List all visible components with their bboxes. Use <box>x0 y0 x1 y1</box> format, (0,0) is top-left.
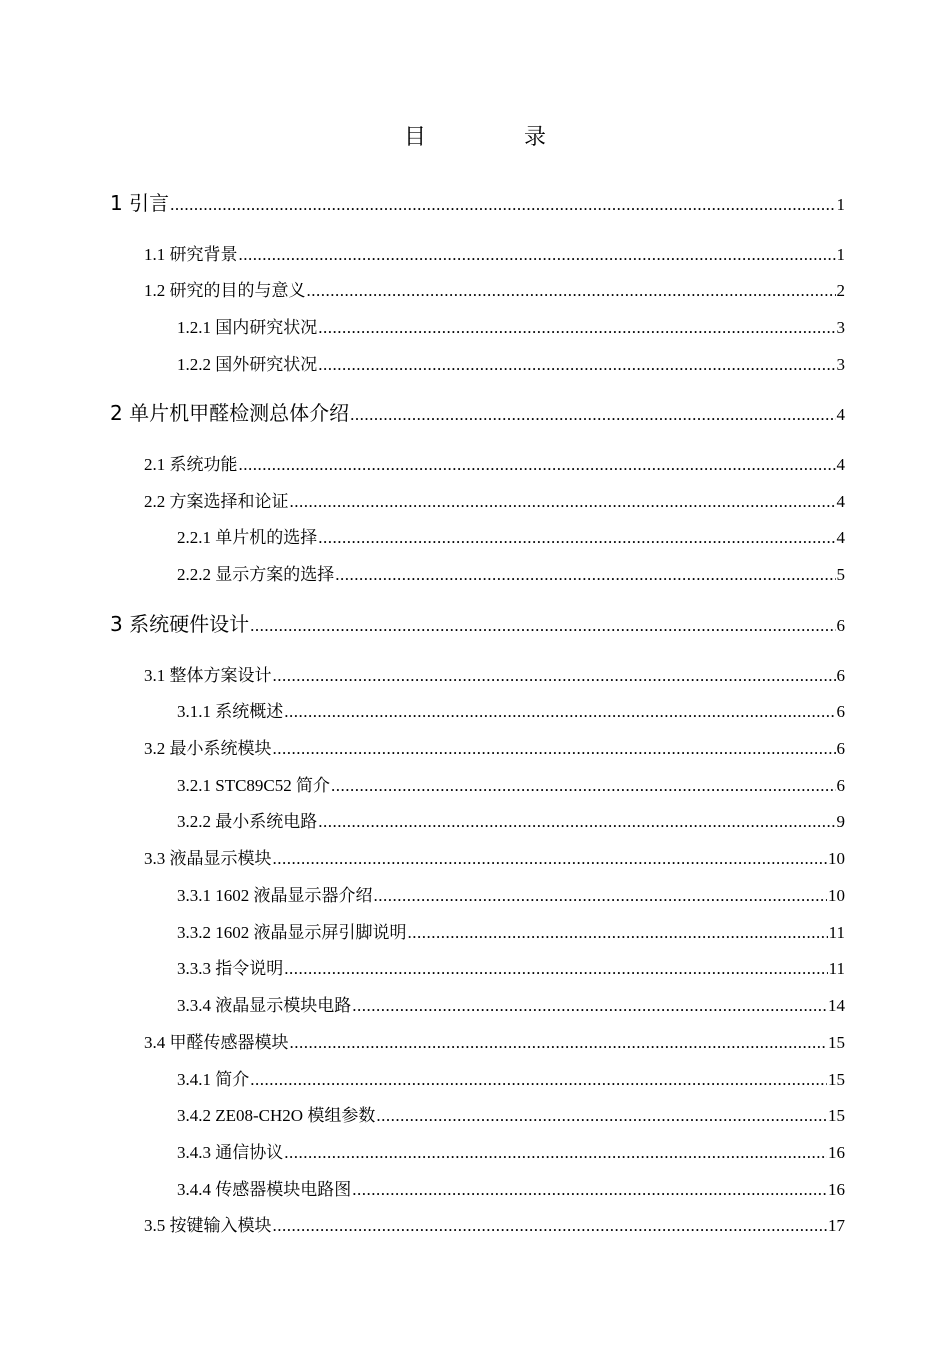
toc-entry-label: 2 单片机甲醛检测总体介绍 <box>110 401 350 425</box>
toc-entry-subsection[interactable] <box>177 313 845 338</box>
toc-entry-subsection[interactable] <box>177 1101 845 1126</box>
toc-entry-section[interactable] <box>144 661 845 686</box>
toc-entry-label: 3 系统硬件设计 <box>110 612 250 636</box>
toc-entry-label: 3.4.4 传感器模块电路图 <box>177 1180 352 1199</box>
toc-entry-label: 3.4.1 简介 <box>177 1070 250 1089</box>
toc-entry-section[interactable] <box>144 1028 845 1053</box>
leader-dots <box>250 616 835 636</box>
toc-entry-subsection[interactable] <box>177 771 845 796</box>
toc-entry-label: 3.2.1 STC89C52 简介 <box>177 776 331 795</box>
toc-entry-page: 15 <box>828 1106 845 1125</box>
toc-entry-page: 11 <box>828 923 845 942</box>
toc-entry-page: 1 <box>836 195 845 214</box>
toc-entry-label: 3.2.2 最小系统电路 <box>177 812 318 831</box>
toc-entry-page: 10 <box>828 886 845 905</box>
toc-entry-subsection[interactable] <box>177 1138 845 1163</box>
toc-entry-page: 16 <box>828 1180 845 1199</box>
toc-entry-page: 6 <box>836 666 845 685</box>
toc-entry-label: 2.2.1 单片机的选择 <box>177 528 318 547</box>
leader-dots <box>284 702 835 722</box>
toc-entry-label: 3.4 甲醛传感器模块 <box>144 1033 289 1052</box>
toc-entry-page: 3 <box>836 318 845 337</box>
toc-entry-subsection[interactable] <box>177 881 845 906</box>
toc-entry-page: 4 <box>836 528 845 547</box>
leader-dots <box>284 959 827 979</box>
toc-entry-page: 5 <box>836 565 845 584</box>
leader-dots <box>318 528 835 548</box>
toc-entry-chapter[interactable] <box>110 608 845 637</box>
toc-entry-subsection[interactable] <box>177 807 845 832</box>
toc-entry-label: 1.1 研究背景 <box>144 245 238 264</box>
toc-entry-subsection[interactable] <box>177 523 845 548</box>
leader-dots <box>376 1106 827 1126</box>
toc-entry-subsection[interactable] <box>177 1175 845 1200</box>
toc-entry-label: 3.3.2 1602 液晶显示屏引脚说明 <box>177 923 407 942</box>
toc-entry-section[interactable] <box>144 450 845 475</box>
toc-entry-page: 4 <box>836 492 845 511</box>
toc-entry-page: 6 <box>836 776 845 795</box>
toc-entry-section[interactable] <box>144 240 845 265</box>
toc-entry-page: 16 <box>828 1143 845 1162</box>
toc-entry-page: 3 <box>836 355 845 374</box>
toc-entry-subsection[interactable] <box>177 954 845 979</box>
toc-entry-section[interactable] <box>144 844 845 869</box>
leader-dots <box>284 1143 827 1163</box>
toc-entry-subsection[interactable] <box>177 697 845 722</box>
leader-dots <box>239 455 836 475</box>
toc-entry-chapter[interactable] <box>110 397 845 426</box>
leader-dots <box>307 281 836 301</box>
toc-entry-label: 3.3.1 1602 液晶显示器介绍 <box>177 886 373 905</box>
leader-dots <box>273 1216 828 1236</box>
toc-entry-label: 3.3.3 指令说明 <box>177 959 284 978</box>
toc-entry-label: 3.4.2 ZE08-CH2O 模组参数 <box>177 1106 376 1125</box>
leader-dots <box>250 1070 827 1090</box>
toc-entry-subsection[interactable] <box>177 560 845 585</box>
toc-entry-section[interactable] <box>144 276 845 301</box>
leader-dots <box>331 776 835 796</box>
toc-entry-page: 10 <box>828 849 845 868</box>
toc-entry-subsection[interactable] <box>177 991 845 1016</box>
toc-entry-page: 2 <box>836 281 845 300</box>
toc-entry-label: 3.1.1 系统概述 <box>177 702 284 721</box>
toc-entry-label: 3.2 最小系统模块 <box>144 739 272 758</box>
toc-entry-chapter[interactable] <box>110 187 845 216</box>
leader-dots <box>318 812 835 832</box>
toc-entry-page: 4 <box>836 405 845 424</box>
toc-entry-page: 17 <box>828 1216 845 1235</box>
toc-entry-label: 1.2 研究的目的与意义 <box>144 281 306 300</box>
toc-entry-label: 2.1 系统功能 <box>144 455 238 474</box>
toc-entry-label: 1.2.1 国内研究状况 <box>177 318 318 337</box>
leader-dots <box>290 492 836 512</box>
leader-dots <box>273 666 836 686</box>
leader-dots <box>352 996 827 1016</box>
leader-dots <box>290 1033 828 1053</box>
toc-entry-page: 14 <box>828 996 845 1015</box>
toc-entry-page: 11 <box>828 959 845 978</box>
toc-entry-page: 6 <box>836 739 845 758</box>
leader-dots <box>273 739 836 759</box>
leader-dots <box>170 195 835 215</box>
toc-entry-label: 3.3.4 液晶显示模块电路 <box>177 996 352 1015</box>
leader-dots <box>239 245 836 265</box>
toc-entry-subsection[interactable] <box>177 350 845 375</box>
toc-title: 目 录 <box>403 124 584 149</box>
leader-dots <box>273 849 828 869</box>
leader-dots <box>318 318 835 338</box>
toc-entry-page: 1 <box>836 245 845 264</box>
toc-entry-label: 2.2 方案选择和论证 <box>144 492 289 511</box>
toc-entry-label: 1.2.2 国外研究状况 <box>177 355 318 374</box>
leader-dots <box>374 886 828 906</box>
toc-entry-label: 3.1 整体方案设计 <box>144 666 272 685</box>
toc-entry-label: 3.3 液晶显示模块 <box>144 849 272 868</box>
leader-dots <box>408 923 828 943</box>
toc-entry-section[interactable] <box>144 734 845 759</box>
leader-dots <box>352 1180 827 1200</box>
toc-entry-page: 9 <box>836 812 845 831</box>
toc-entry-label: 2.2.2 显示方案的选择 <box>177 565 335 584</box>
toc-entry-page: 15 <box>828 1033 845 1052</box>
toc-entry-section[interactable] <box>144 1211 845 1236</box>
toc-entry-page: 4 <box>836 455 845 474</box>
leader-dots <box>350 405 835 425</box>
leader-dots <box>335 565 835 585</box>
toc-entry-label: 3.5 按键输入模块 <box>144 1216 272 1235</box>
toc-entry-subsection[interactable] <box>177 918 845 943</box>
toc-entry-label: 3.4.3 通信协议 <box>177 1143 284 1162</box>
toc-entry-section[interactable] <box>144 487 845 512</box>
toc-entry-label: 1 引言 <box>110 191 170 215</box>
toc-entry-page: 15 <box>828 1070 845 1089</box>
toc-entry-page: 6 <box>836 616 845 635</box>
toc-entry-subsection[interactable] <box>177 1065 845 1090</box>
toc-entry-page: 6 <box>836 702 845 721</box>
leader-dots <box>318 355 835 375</box>
